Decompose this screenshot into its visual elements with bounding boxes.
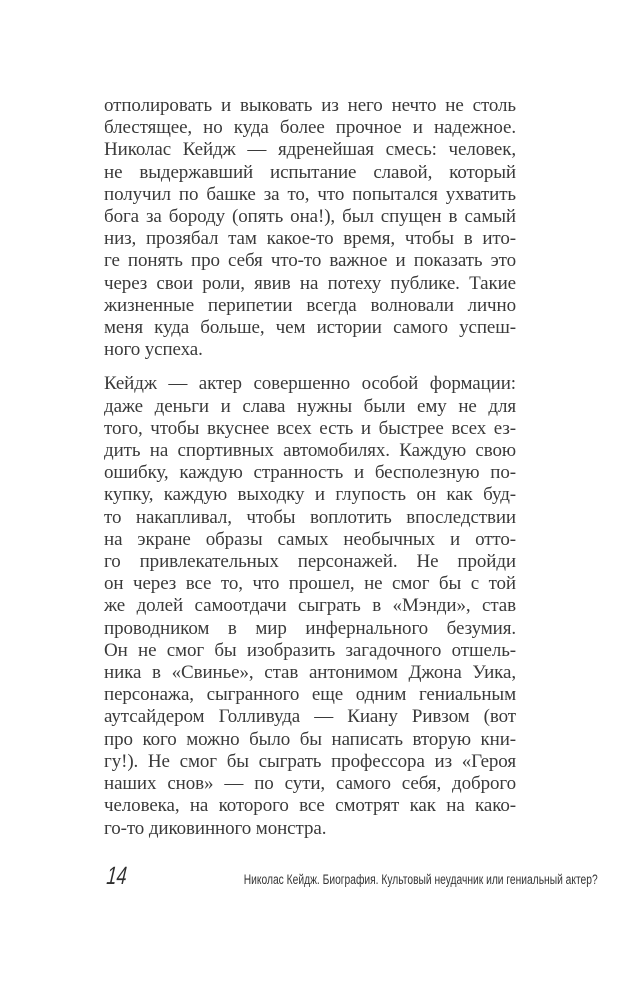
- text-line: ошибку, каждую странность и бесполезную по-: [104, 462, 516, 484]
- text-line: ге понять про себя что-то важное и показать это: [104, 250, 516, 272]
- text-line: блестящее, но куда более прочное и надежное.: [104, 117, 516, 139]
- text-line: он через все то, что прошел, не смог бы с той: [104, 573, 516, 595]
- text-line: аутсайдером Голливуда — Киану Ривзом (вот: [104, 706, 516, 728]
- text-line: на экране образы самых необычных и отто-: [104, 528, 516, 550]
- text-line: ника в «Свинье», став антонимом Джона Уика,: [104, 662, 516, 684]
- paragraph: [104, 95, 516, 361]
- text-line: го-то диковинного монстра.: [104, 817, 327, 839]
- text-line: бога за бороду (опять она!), был спущен в самый: [104, 206, 516, 228]
- text-line: Кейдж — актер совершенно особой формации:: [104, 373, 516, 395]
- text-line: наших снов» — по сути, самого себя, доброго: [104, 773, 516, 795]
- text-line: человека, на которого все смотрят как на како-: [104, 795, 516, 817]
- text-line: дить на спортивных автомобилях. Каждую свою: [104, 440, 516, 462]
- text-line: даже деньги и слава нужны были ему не для: [104, 395, 516, 417]
- text-line: отполировать и выковать из него нечто не столь: [104, 95, 516, 116]
- text-line: Николас Кейдж — ядренейшая смесь: человек,: [104, 139, 516, 161]
- text-line: низ, прозябал там какое-то время, чтобы в ито-: [104, 228, 516, 250]
- text-line: го привлекательных персонажей. Не пройди: [104, 551, 516, 573]
- text-line: проводником в мир инфернального безумия.: [104, 617, 516, 639]
- text-line: персонажа, сыгранного еще одним гениальным: [104, 684, 516, 706]
- page-footer: [103, 862, 598, 890]
- text-line: гу!). Не смог бы сыграть профессора из «Героя: [104, 750, 516, 772]
- running-title: Николас Кейдж. Биография. Культовый неудачник или гениальный актер?: [243, 872, 598, 887]
- text-line: купку, каждую выходку и глупость он как буд-: [104, 484, 516, 506]
- text-line: же долей самоотдачи сыграть в «Мэнди», став: [104, 595, 516, 617]
- page-number: 14: [103, 862, 131, 890]
- text-line: то накапливал, чтобы воплотить впоследствии: [104, 506, 516, 528]
- text-line: не выдержавший испытание славой, который: [104, 161, 516, 183]
- text-line: того, чтобы вкуснее всех есть и быстрее всех ез-: [104, 417, 516, 439]
- body-text: [104, 95, 516, 840]
- text-line: получил по башке за то, что попытался ухватить: [104, 183, 516, 205]
- text-line: ного успеха.: [104, 339, 203, 361]
- text-line: про кого можно было бы написать вторую кни-: [104, 728, 516, 750]
- text-line: жизненные перипетии всегда волновали лично: [104, 294, 516, 316]
- text-line: через свои роли, явив на потеху публике. Такие: [104, 272, 516, 294]
- text-line: меня куда больше, чем истории самого успеш-: [104, 317, 516, 339]
- text-line: Он не смог бы изобразить загадочного отшель-: [104, 639, 516, 661]
- paragraph: [104, 373, 516, 839]
